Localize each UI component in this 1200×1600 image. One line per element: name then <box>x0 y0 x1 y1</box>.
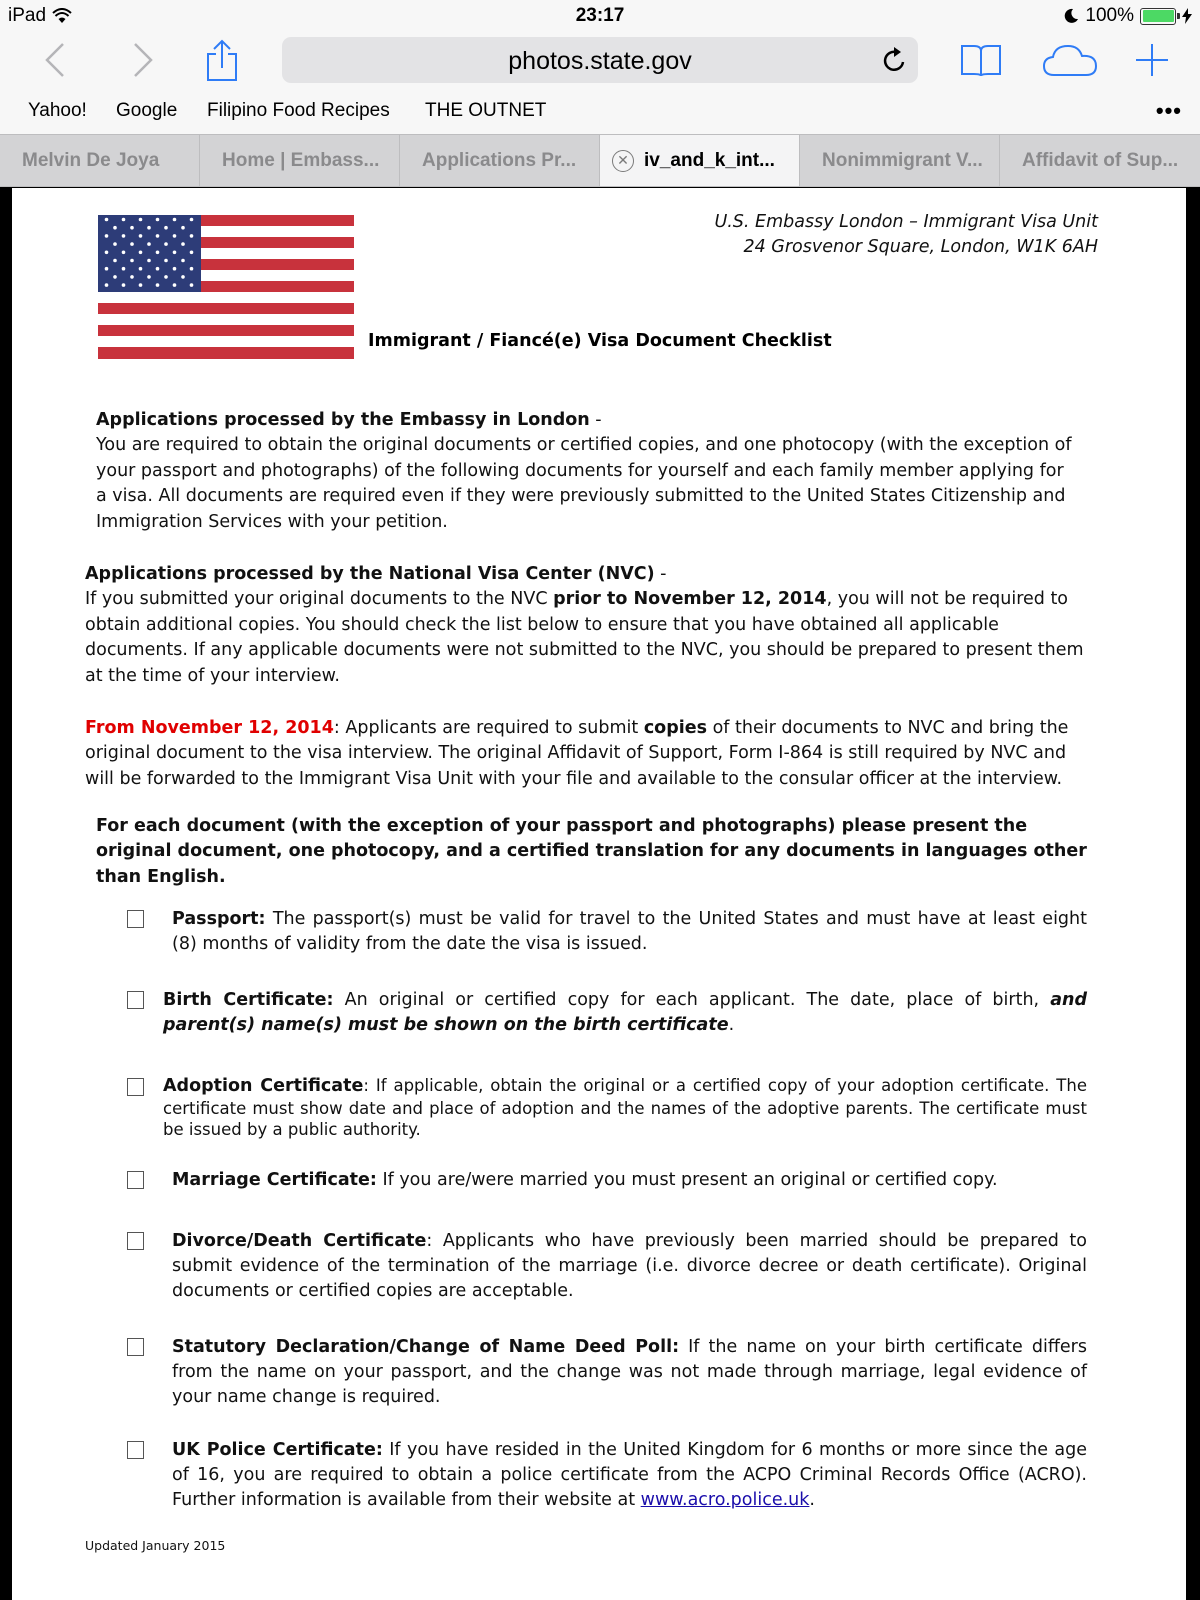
url-text: photos.state.gov <box>508 47 692 75</box>
flag-star <box>156 267 160 271</box>
item-body: If you are/were married you must present an original or certified copy. <box>376 1170 998 1190</box>
forward-button[interactable] <box>128 38 158 82</box>
bookmarks-bar <box>0 98 1200 134</box>
flag-star <box>105 267 109 271</box>
instruction-text: For each document (with the exception of your passport and photographs) please present the original document, one photocopy, and a certified translation for any documents in languages other than English. <box>96 816 1087 887</box>
flag-star <box>147 242 151 246</box>
item-label: Statutory Declaration/Change of Name Deed Poll: <box>172 1337 680 1357</box>
flag-star <box>122 283 126 287</box>
item-label: Divorce/Death Certificate <box>172 1231 427 1251</box>
battery-icon <box>1140 8 1176 25</box>
item-tail: . <box>728 1015 735 1035</box>
flag-star <box>113 226 117 230</box>
checklist-item-uk-police-certificate <box>127 1438 1087 1513</box>
flag-star <box>173 267 177 271</box>
us-flag-image <box>98 215 354 359</box>
charging-icon <box>1182 8 1192 24</box>
cloud-icon <box>1042 43 1098 77</box>
flag-star <box>113 275 117 279</box>
flag-star <box>156 283 160 287</box>
document-title: Immigrant / Fiancé(e) Visa Document Checklist <box>368 331 832 351</box>
flag-star <box>190 267 194 271</box>
document-page <box>12 188 1186 1600</box>
item-body: If the name on your birth certificate differs from the name on your passport, and the change was not made through marriage, legal evidence of your name change is required. <box>172 1337 1087 1407</box>
flag-star <box>173 234 177 238</box>
passport-checkbox[interactable] <box>127 910 144 928</box>
address-line-2: 24 Grosvenor Square, London, W1K 6AH <box>743 237 1098 257</box>
flag-star <box>122 234 126 238</box>
tab-melvin-de-joya[interactable] <box>0 135 200 186</box>
item-tail: . <box>809 1490 815 1510</box>
book-icon <box>960 43 1002 77</box>
flag-star <box>139 218 143 222</box>
nvc-body-2: , you will not be required to obtain additional copies. You should check the list below to ensure that you have obtained all applicable documents. If any applicable documents were not submitted to the NVC, you should be prepared to present them at the time of your interview. <box>85 589 1084 686</box>
flag-star <box>130 226 134 230</box>
flag-star <box>105 251 109 255</box>
item-text <box>172 1438 1087 1513</box>
from-date-highlight: From November 12, 2014 <box>85 718 334 738</box>
flag-star <box>173 283 177 287</box>
share-button[interactable] <box>204 38 240 82</box>
tab-label: Affidavit of Sup... <box>1022 149 1179 171</box>
nvc-heading: Applications processed by the National Visa Center (NVC) <box>85 564 655 584</box>
item-body: If you have resided in the United Kingdom for 6 months or more since the age of 16, you are required to obtain a police certificate from the ACPO Criminal Records Office (ACRO). Further information is available from their website at <box>172 1440 1087 1510</box>
flag-star <box>156 218 160 222</box>
tab-applications[interactable] <box>400 135 600 186</box>
item-text <box>163 988 1087 1038</box>
status-bar <box>0 0 1200 32</box>
flag-star <box>139 251 143 255</box>
tab-bar <box>0 134 1200 187</box>
close-tab-icon[interactable]: ✕ <box>612 150 634 172</box>
flag-star <box>164 242 168 246</box>
item-body: : If applicable, obtain the original or a certified copy of your adoption certificate. The certificate must show date and place of adoption and the names of the adoptive parents. The certificate must be issued by a public authority. <box>163 1076 1087 1139</box>
checklist-item-passport <box>127 907 1087 957</box>
flag-star <box>164 275 168 279</box>
flag-star <box>181 242 185 246</box>
flag-star <box>113 259 117 263</box>
from-text-2: of their documents to NVC and bring the original document to the visa interview. The original Affidavit of Support, Form I-864 is still required by NVC and will be forwarded to the Immigrant Visa Unit with your file and available to the consular officer at the interview. <box>85 718 1069 789</box>
back-button[interactable] <box>40 38 70 82</box>
flag-star <box>147 226 151 230</box>
item-text <box>172 907 1087 957</box>
plus-icon <box>1135 43 1169 77</box>
statutory-declaration-checkbox[interactable] <box>127 1338 144 1356</box>
updated-date: Updated January 2015 <box>85 1538 226 1553</box>
tab-label: Home | Embass... <box>222 149 380 171</box>
from-nov-section <box>85 716 1095 792</box>
london-heading: Applications processed by the Embassy in London <box>96 410 590 430</box>
flag-star <box>147 275 151 279</box>
share-icon <box>205 38 239 82</box>
bookmark-the-outnet[interactable]: THE OUTNET <box>425 100 547 121</box>
item-text <box>163 1075 1087 1141</box>
london-body: You are required to obtain the original documents or certified copies, and one photocopy (with the exception of your passport and photographs) of the following documents for yourself and each family member applying for a visa. All documents are required even if they were previously submitted to the United States Citizenship and Immigration Services with your petition. <box>96 435 1072 532</box>
item-label: Marriage Certificate: <box>172 1170 377 1190</box>
flag-star <box>139 267 143 271</box>
flag-star <box>105 234 109 238</box>
flag-star <box>139 234 143 238</box>
item-emphasis: and parent(s) name(s) must be shown on the birth certificate <box>163 990 1087 1035</box>
address-bar[interactable] <box>282 37 918 83</box>
checklist-item-marriage-certificate <box>127 1168 1087 1193</box>
bookmarks-button[interactable] <box>960 38 1002 82</box>
from-copies: copies <box>643 718 708 738</box>
bookmark-google[interactable]: Google <box>116 100 178 121</box>
flag-star <box>130 275 134 279</box>
nvc-body-bold: prior to November 12, 2014 <box>553 589 827 610</box>
embassy-address <box>714 210 1098 260</box>
tab-label: Applications Pr... <box>422 149 577 171</box>
flag-star <box>164 259 168 263</box>
item-label: UK Police Certificate: <box>172 1440 383 1460</box>
birth-certificate-checkbox[interactable] <box>127 991 144 1009</box>
item-label: Passport: <box>172 909 266 929</box>
flag-star <box>164 226 168 230</box>
flag-star <box>113 242 117 246</box>
item-label: Birth Certificate: <box>163 990 334 1010</box>
flag-star <box>173 218 177 222</box>
flag-star <box>122 267 126 271</box>
item-text <box>172 1229 1087 1304</box>
chevron-left-icon <box>44 42 66 78</box>
tab-iv-and-k-int[interactable] <box>600 135 800 186</box>
battery-percent: 100% <box>1085 5 1134 26</box>
from-text-1: : Applicants are required to submit <box>333 718 644 738</box>
item-body: The passport(s) must be valid for travel to the United States and must have at least eight (8) months of validity from the date the visa is issued. <box>172 909 1087 954</box>
clock: 23:17 <box>575 5 625 26</box>
item-text <box>172 1168 1087 1193</box>
tab-label: Melvin De Joya <box>22 149 160 171</box>
more-bookmarks-button[interactable]: ••• <box>1155 98 1182 123</box>
tab-label: Nonimmigrant V... <box>822 149 983 171</box>
uk-police-certificate-checkbox[interactable] <box>127 1441 144 1459</box>
london-section <box>96 408 1076 535</box>
tab-label: iv_and_k_int... <box>644 149 775 171</box>
device-name: iPad <box>8 5 47 26</box>
browser-toolbar <box>0 32 1200 98</box>
chevron-right-icon <box>132 42 154 78</box>
flag-star <box>122 251 126 255</box>
flag-star <box>173 251 177 255</box>
flag-star <box>181 226 185 230</box>
nvc-body-1: If you submitted your original documents to the NVC <box>85 589 554 610</box>
adoption-certificate-checkbox[interactable] <box>127 1078 144 1096</box>
bookmark-filipino-food-recipes[interactable]: Filipino Food Recipes <box>207 100 390 121</box>
address-line-1: U.S. Embassy London – Immigrant Visa Unit <box>714 212 1098 232</box>
new-tab-button[interactable] <box>1134 38 1170 82</box>
flag-star <box>190 283 194 287</box>
item-body: : Applicants who have previously been married should be prepared to submit evidence of the termination of the marriage (i.e. divorce decree or death certificate). Original documents or certified copies are acceptable. <box>172 1231 1087 1301</box>
bookmark-yahoo[interactable]: Yahoo! <box>28 100 87 121</box>
tab-nonimmigrant[interactable] <box>800 135 1000 186</box>
flag-star <box>190 218 194 222</box>
flag-star <box>105 283 109 287</box>
item-text <box>172 1335 1087 1410</box>
flag-star <box>181 259 185 263</box>
divorce-death-certificate-checkbox[interactable] <box>127 1232 144 1250</box>
checklist-item-statutory-declaration <box>127 1335 1087 1410</box>
flag-star <box>130 259 134 263</box>
nvc-section <box>85 562 1095 689</box>
checklist-item-divorce-death-certificate <box>127 1229 1087 1304</box>
item-label: Adoption Certificate <box>163 1076 364 1096</box>
flag-star <box>190 234 194 238</box>
flag-star <box>122 218 126 222</box>
moon-icon <box>1063 8 1079 24</box>
acro-website-link[interactable]: www.acro.police.uk <box>640 1490 810 1510</box>
flag-star <box>130 242 134 246</box>
tab-affidavit[interactable] <box>1000 135 1200 186</box>
london-dash: - <box>589 410 602 430</box>
flag-star <box>139 283 143 287</box>
nvc-dash: - <box>654 564 667 584</box>
flag-star <box>156 251 160 255</box>
flag-star <box>181 275 185 279</box>
reload-icon[interactable] <box>882 46 908 74</box>
flag-star <box>156 234 160 238</box>
checklist-item-birth-certificate <box>127 988 1087 1038</box>
marriage-certificate-checkbox[interactable] <box>127 1171 144 1189</box>
icloud-tabs-button[interactable] <box>1042 38 1098 82</box>
flag-star <box>147 259 151 263</box>
checklist-item-adoption-certificate <box>127 1075 1087 1141</box>
tab-home-embassy[interactable] <box>200 135 400 186</box>
item-body: An original or certified copy for each applicant. The date, place of birth, <box>333 990 1051 1010</box>
flag-star <box>190 251 194 255</box>
flag-star <box>105 218 109 222</box>
